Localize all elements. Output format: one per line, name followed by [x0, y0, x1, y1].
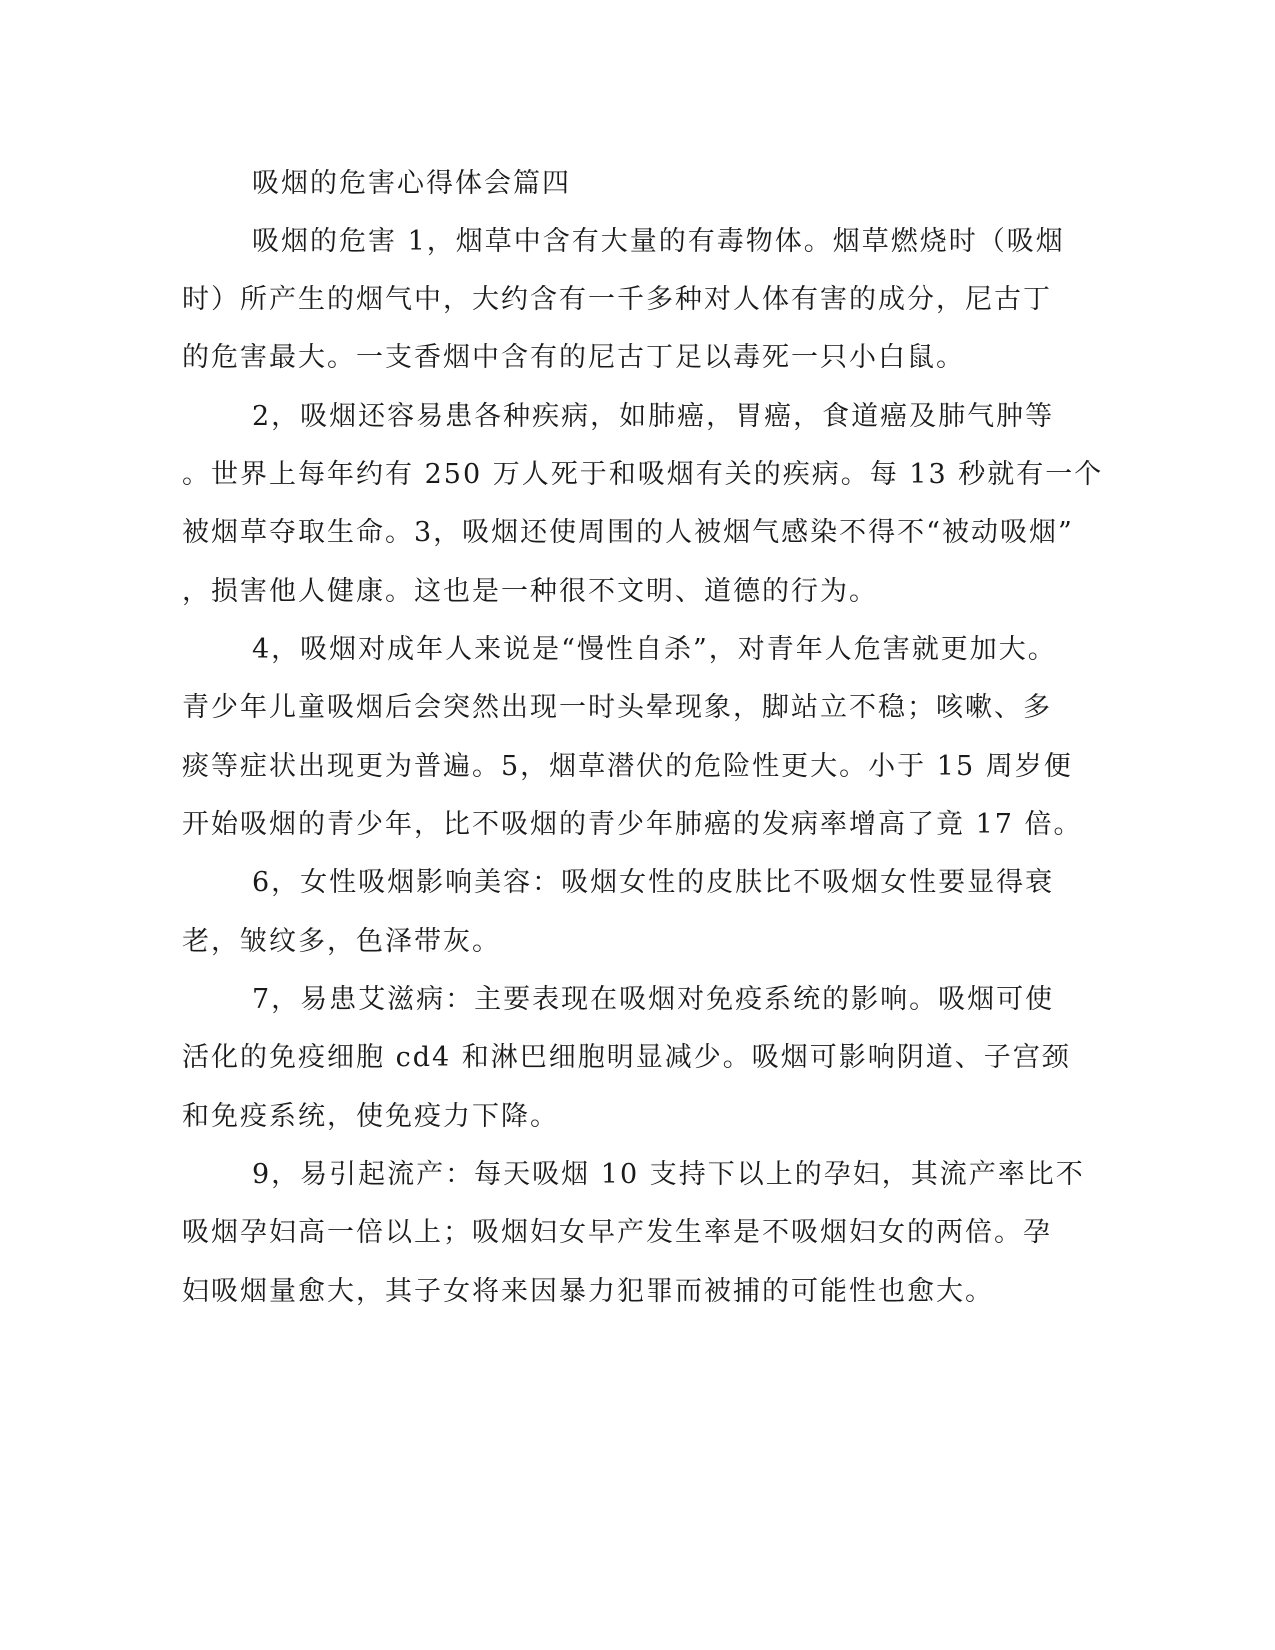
text-line-11: 开始吸烟的青少年，比不吸烟的青少年肺癌的发病率增高了竟 17 倍。	[182, 809, 1083, 840]
text-line-8: 4，吸烟对成年人来说是“慢性自杀”，对青年人危害就更加大。	[252, 634, 1057, 665]
text-line-5: 。世界上每年约有 250 万人死于和吸烟有关的疾病。每 13 秒就有一个	[182, 459, 1104, 490]
text-line-18: 吸烟孕妇高一倍以上；吸烟妇女早产发生率是不吸烟妇女的两倍。孕	[182, 1217, 1052, 1248]
text-line-19: 妇吸烟量愈大，其子女将来因暴力犯罪而被捕的可能性也愈大。	[182, 1276, 994, 1307]
text-line-1: 吸烟的危害 1，烟草中含有大量的有毒物体。烟草燃烧时（吸烟	[252, 226, 1065, 257]
text-line-7: ，损害他人健康。这也是一种很不文明、道德的行为。	[182, 576, 878, 607]
text-line-4: 2，吸烟还容易患各种疾病，如肺癌，胃癌，食道癌及肺气肿等	[252, 401, 1055, 432]
document-heading: 吸烟的危害心得体会篇四	[252, 168, 571, 199]
text-line-14: 7，易患艾滋病：主要表现在吸烟对免疫系统的影响。吸烟可使	[252, 984, 1055, 1015]
text-line-9: 青少年儿童吸烟后会突然出现一时头晕现象，脚站立不稳；咳嗽、多	[182, 692, 1052, 723]
text-line-13: 老，皱纹多，色泽带灰。	[182, 926, 501, 957]
text-line-12: 6，女性吸烟影响美容：吸烟女性的皮肤比不吸烟女性要显得衰	[252, 867, 1055, 898]
text-line-10: 痰等症状出现更为普遍。5，烟草潜伏的危险性更大。小于 15 周岁便	[182, 751, 1073, 782]
text-line-6: 被烟草夺取生命。3，吸烟还使周围的人被烟气感染不得不“被动吸烟”	[182, 517, 1074, 548]
text-line-3: 的危害最大。一支香烟中含有的尼古丁足以毒死一只小白鼠。	[182, 342, 965, 373]
text-line-2: 时）所产生的烟气中，大约含有一千多种对人体有害的成分，尼古丁	[182, 284, 1052, 315]
text-line-16: 和免疫系统，使免疫力下降。	[182, 1101, 559, 1132]
text-line-17: 9，易引起流产：每天吸烟 10 支持下以上的孕妇，其流产率比不	[252, 1159, 1085, 1190]
text-line-15: 活化的免疫细胞 cd4 和淋巴细胞明显减少。吸烟可影响阴道、子宫颈	[182, 1042, 1071, 1073]
